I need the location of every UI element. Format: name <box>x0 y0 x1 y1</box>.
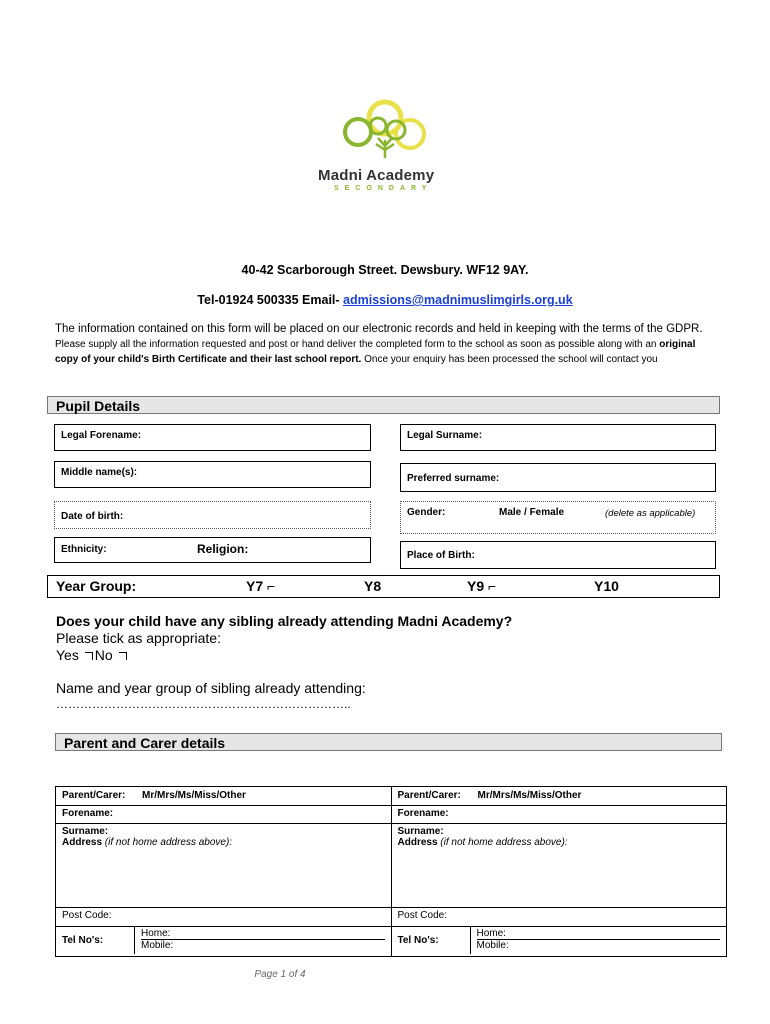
legal-surname-field[interactable] <box>400 424 716 451</box>
parent2-mobile-field[interactable] <box>477 940 721 951</box>
parent1-address-note: (if not home address above): <box>104 837 233 848</box>
gender-note: (delete as applicable) <box>605 508 696 519</box>
parent-carer-table <box>55 786 727 957</box>
ethnicity-label: Ethnicity: <box>61 544 107 555</box>
parent2-address-cell[interactable] <box>391 824 727 908</box>
parent1-tel-cell <box>56 927 392 957</box>
parent1-title-options: Mr/Mrs/Ms/Miss/Other <box>142 790 246 801</box>
year-group-label: Year Group: <box>56 578 137 594</box>
tel-label: Tel-01924 500335 Email- <box>197 293 344 307</box>
intro-paragraph <box>55 322 720 367</box>
parent1-home-field[interactable] <box>141 928 385 940</box>
brand-subtitle: SECONDARY <box>334 185 433 192</box>
school-logo <box>330 98 440 168</box>
place-of-birth-field[interactable] <box>400 541 716 569</box>
parent1-mobile-field[interactable] <box>141 940 385 951</box>
gender-label: Gender: <box>407 507 446 518</box>
intro-text-3: original copy of your child's Birth Certificate and their last school report. <box>55 339 696 365</box>
preferred-surname-label: Preferred surname: <box>407 473 500 484</box>
pupil-details-header: Pupil Details <box>47 396 720 414</box>
no-label: No <box>94 647 113 663</box>
no-checkbox[interactable] <box>119 652 127 660</box>
parent2-tel-label: Tel No's: <box>392 927 471 954</box>
sibling-name-label: Name and year group of sibling already attending: <box>56 680 366 696</box>
parent1-title-label: Parent/Carer: <box>62 790 126 801</box>
parent2-forename-label: Forename: <box>397 808 449 819</box>
parent1-title-cell[interactable] <box>56 787 392 806</box>
sibling-options <box>56 647 129 663</box>
parent2-postcode-label: Post Code: <box>397 910 447 921</box>
parent1-forename-cell[interactable] <box>56 806 392 824</box>
parent-carer-header: Parent and Carer details <box>55 733 722 751</box>
year-9-option[interactable]: Y9 ⌐ <box>467 578 497 594</box>
yes-label: Yes <box>56 647 79 663</box>
year-8-option[interactable]: Y8 <box>364 578 382 594</box>
ethnicity-field[interactable] <box>54 537 371 563</box>
parent1-mobile-label: Mobile: <box>141 940 174 951</box>
religion-label: Religion: <box>197 542 249 556</box>
page-number: Page 1 of 4 <box>254 969 306 980</box>
preferred-surname-field[interactable] <box>400 463 716 492</box>
parent2-home-label: Home: <box>476 928 506 939</box>
intro-text-1: The information contained on this form will be placed on our electronic records and held in keeping with the terms of the GDPR. <box>55 323 703 335</box>
gender-options: Male / Female <box>499 507 565 518</box>
middle-names-field[interactable] <box>54 461 371 488</box>
intro-text-4: Once your enquiry has been processed the school will contact you <box>361 354 658 365</box>
parent1-postcode-cell[interactable] <box>56 908 392 927</box>
sibling-instruction: Please tick as appropriate: <box>56 630 221 646</box>
middle-names-label: Middle name(s): <box>61 467 138 478</box>
parent1-surname-label: Surname: <box>62 826 109 837</box>
year-group-row <box>47 575 720 598</box>
dob-field[interactable] <box>54 501 371 529</box>
intro-text-2: Please supply all the information requested and post or hand deliver the completed form to the school as soon as possible along with an <box>55 339 660 350</box>
parent1-address-cell[interactable] <box>56 824 392 908</box>
year-7-option[interactable]: Y7 ⌐ <box>246 578 276 594</box>
parent1-tel-label: Tel No's: <box>56 927 135 954</box>
parent1-forename-label: Forename: <box>62 808 114 819</box>
legal-surname-label: Legal Surname: <box>407 430 483 441</box>
parent2-title-options: Mr/Mrs/Ms/Miss/Other <box>477 790 582 801</box>
dob-label: Date of birth: <box>61 511 124 522</box>
sibling-name-input[interactable]: ……………………………………………………………….. <box>56 697 351 711</box>
yes-checkbox[interactable] <box>85 652 93 660</box>
parent1-address-label: Address <box>62 837 103 848</box>
parent2-postcode-cell[interactable] <box>391 908 727 927</box>
school-address: 40-42 Scarborough Street. Dewsbury. WF12 9AY. <box>241 263 529 277</box>
parent2-surname-label: Surname: <box>397 826 444 837</box>
parent2-address-note: (if not home address above): <box>440 837 568 848</box>
parent2-forename-cell[interactable] <box>391 806 727 824</box>
parent2-title-label: Parent/Carer: <box>397 790 461 801</box>
brand-name: Madni Academy <box>318 167 435 184</box>
parent1-postcode-label: Post Code: <box>62 910 112 921</box>
legal-forename-label: Legal Forename: <box>61 430 142 441</box>
sibling-question: Does your child have any sibling already attending Madni Academy? <box>56 613 513 629</box>
place-of-birth-label: Place of Birth: <box>407 550 475 561</box>
year-10-option[interactable]: Y10 <box>594 578 619 594</box>
parent1-home-label: Home: <box>141 928 171 939</box>
parent2-address-label: Address <box>397 837 438 848</box>
legal-forename-field[interactable] <box>54 424 371 451</box>
contact-line <box>0 293 770 307</box>
parent2-mobile-label: Mobile: <box>476 940 509 951</box>
parent2-tel-cell <box>391 927 727 957</box>
parent2-title-cell[interactable] <box>391 787 727 806</box>
gender-field[interactable] <box>400 501 716 534</box>
parent2-home-field[interactable] <box>477 928 721 940</box>
email-link[interactable]: admissions@madnimuslimgirls.org.uk <box>343 293 573 307</box>
